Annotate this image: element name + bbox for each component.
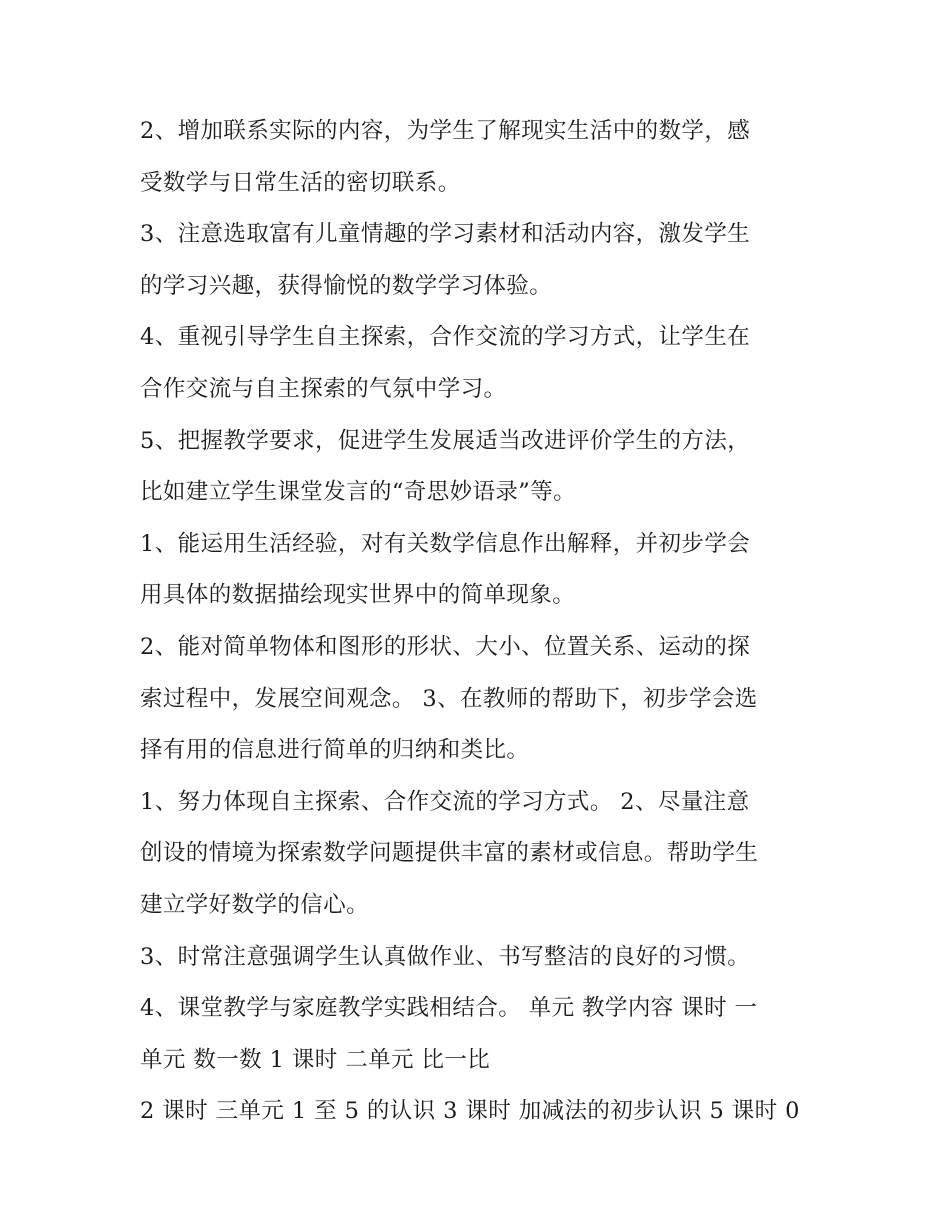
text-line-19: 单元 数一数 1 课时 二单元 比一比 (140, 1046, 491, 1073)
text-line-15: 创设的情境为探索数学问题提供丰富的素材或信息。帮助学生 (140, 840, 759, 867)
text-line-5: 4、重视引导学生自主探索，合作交流的学习方式，让学生在 (140, 324, 751, 351)
text-line-13: 择有用的信息进行简单的归纳和类比。 (140, 737, 530, 764)
text-line-4: 的学习兴趣，获得愉悦的数学学习体验。 (140, 272, 553, 299)
text-line-1: 2、增加联系实际的内容，为学生了解现实生活中的数学，感 (140, 118, 751, 144)
text-line-14: 1、努力体现自主探索、合作交流的学习方式。 2、尽量注意 (140, 788, 750, 815)
text-line-10: 用具体的数据描绘现实世界中的简单现象。 (140, 582, 576, 609)
text-line-9: 1、能运用生活经验，对有关数学信息作出解释，并初步学会 (140, 530, 751, 557)
text-line-20: 2 课时 三单元 1 至 5 的认识 3 课时 加减法的初步认识 5 课时 0 (140, 1098, 800, 1125)
text-line-7: 5、把握教学要求，促进学生发展适当改进评价学生的方法， (140, 427, 751, 454)
text-line-18: 4、课堂教学与家庭教学实践相结合。 单元 教学内容 课时 一 (140, 995, 758, 1022)
text-line-16: 建立学好数学的信心。 (140, 891, 370, 918)
text-line-8: 比如建立学生课堂发言的“奇思妙语录”等。 (140, 479, 577, 506)
text-line-11: 2、能对简单物体和图形的形状、大小、位置关系、运动的探 (140, 633, 751, 660)
text-line-6: 合作交流与自主探索的气氛中学习。 (140, 375, 507, 402)
text-line-17: 3、时常注意强调学生认真做作业、书写整洁的良好的习惯。 (140, 943, 751, 970)
document-body (140, 106, 830, 1138)
text-line-3: 3、注意选取富有儿童情趣的学习素材和活动内容，激发学生 (140, 221, 751, 248)
text-line-12: 索过程中，发展空间观念。 3、在教师的帮助下，初步学会选 (140, 685, 758, 712)
text-line-2: 受数学与日常生活的密切联系。 (140, 169, 461, 196)
